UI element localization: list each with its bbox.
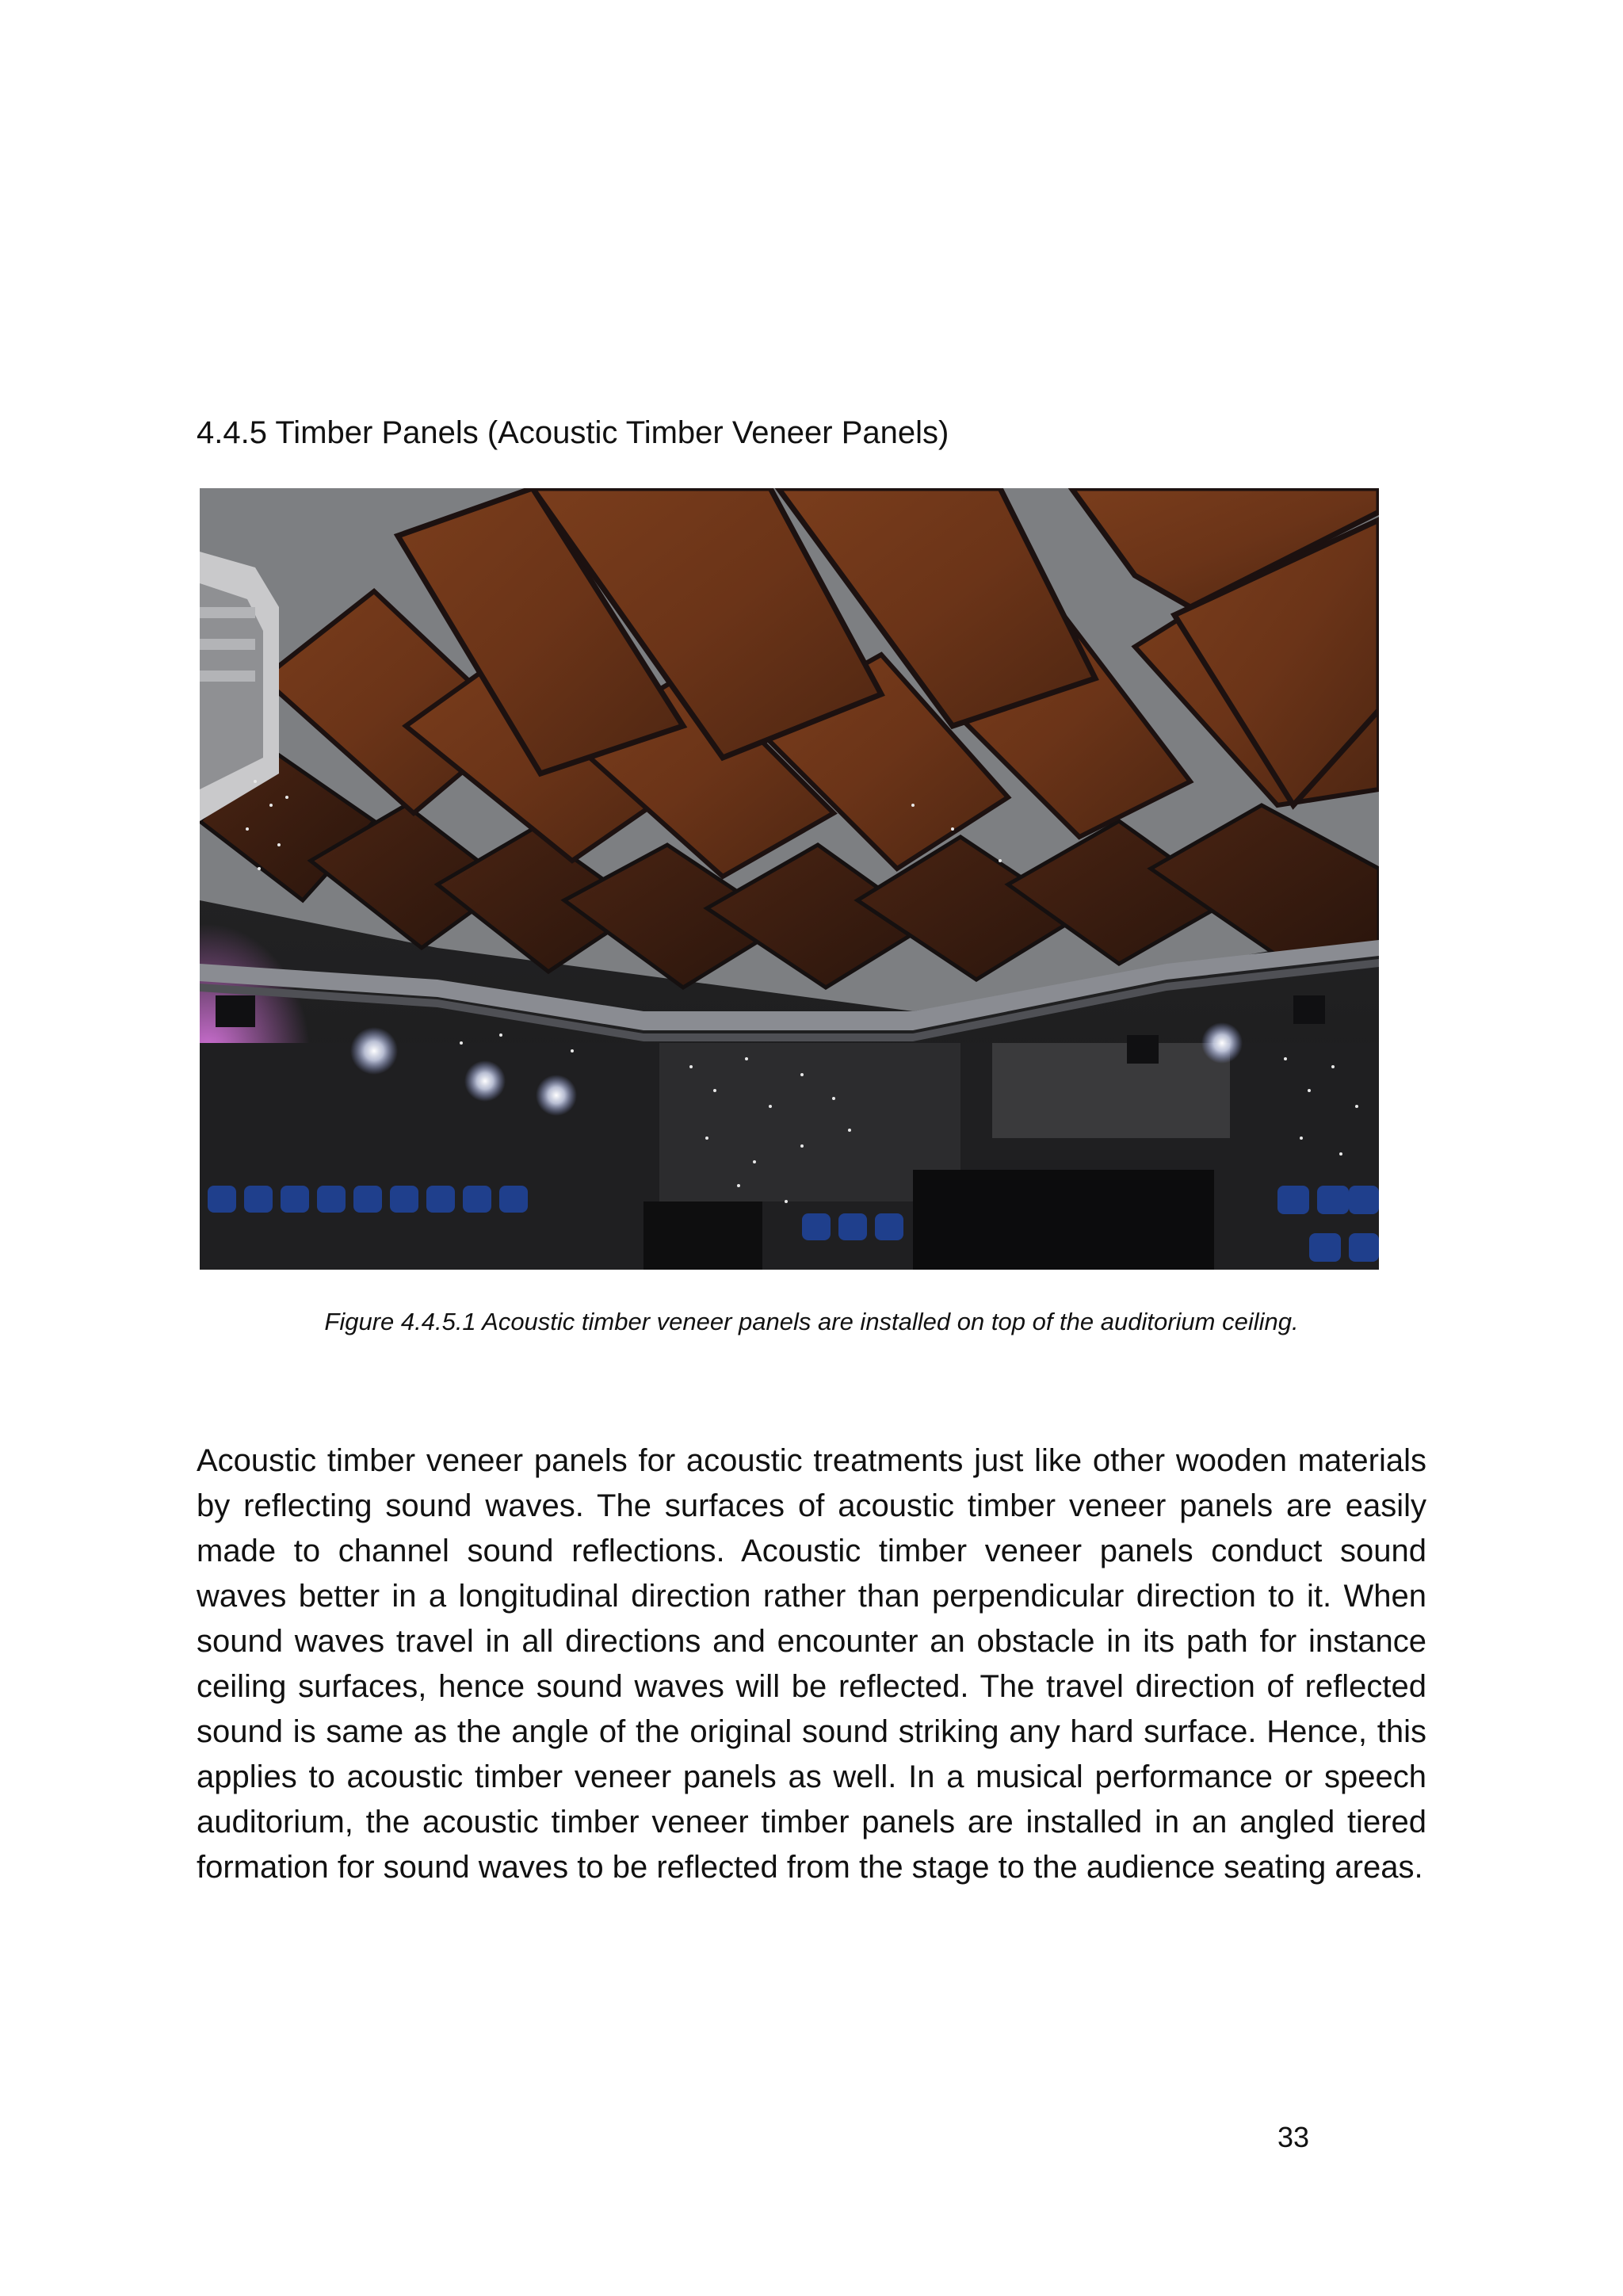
- page-number: 33: [1277, 2121, 1310, 2153]
- auditorium-ceiling-photo: [200, 488, 1379, 1270]
- figure-caption: Figure 4.4.5.1 Acoustic timber veneer panels are installed on top of the auditorium ceiling.: [324, 1308, 1299, 1335]
- body-paragraph: Acoustic timber veneer panels for acoustic treatments just like other wooden materials by reflecting sound waves. The surfaces of acoustic timber veneer panels are easily made to channel sound reflections. Acoustic timber veneer panels conduct sound waves better in a longitudinal direction rather than perpendicular direction to it. When sound waves travel in all directions and encounter an obstacle in its path for instance ceiling surfaces, hence sound waves will be reflected. The travel direction of reflected sound is same as the angle of the original sound striking any hard surface. Hence, this applies to acoustic timber veneer panels as well. In a musical performance or speech auditorium, the acoustic timber veneer timber panels are installed in an angled tiered formation for sound waves to be reflected from the stage to the audience seating areas.: [197, 1443, 1426, 1885]
- stage-console: [913, 1170, 1214, 1270]
- section-heading: 4.4.5 Timber Panels (Acoustic Timber Veneer Panels): [197, 415, 949, 450]
- photo-illustration: [200, 488, 1379, 1270]
- speaker-cluster: [200, 552, 279, 821]
